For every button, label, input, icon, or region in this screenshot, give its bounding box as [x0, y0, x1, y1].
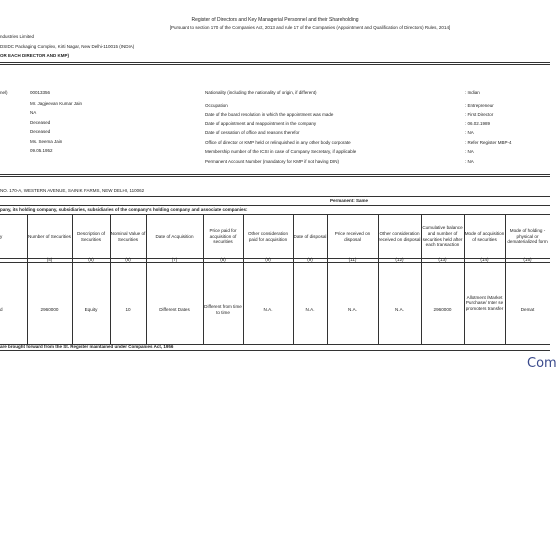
column-number: (8) [220, 257, 226, 263]
part-title: OR EACH DIRECTOR AND KMP) [0, 53, 70, 58]
divider [0, 64, 550, 65]
column-number: (15) [523, 257, 532, 263]
table-cell: Different Dates [159, 307, 190, 313]
column-number: (12) [395, 257, 404, 263]
field-value: : NA [465, 130, 474, 135]
field-value: : NA [465, 149, 474, 154]
column-header: Cumulative balance and number of securities held after each transaction [422, 225, 463, 248]
company-address: DSIDC Packaging Complex, Kirti Nagar, New Delhi-110015 (INDIA) [0, 44, 135, 49]
table-cell: 10 [125, 307, 131, 313]
name-value: Mr. Jagjeevan Kumar Jain [30, 101, 83, 106]
table-cell: 2960000 [40, 307, 59, 313]
divider [0, 62, 550, 63]
table-cell: N.A. [305, 307, 315, 313]
divider [0, 205, 550, 206]
permanent-address: Permanent: Same [330, 198, 369, 203]
column-number: (13) [438, 257, 447, 263]
residential-address: NO. 170-A, WESTERN AVENUE, SAINIK FARMS, NEW DELHI, 110062 [0, 188, 145, 193]
table-rule [0, 350, 550, 351]
field-label: Membership number of the ICSI in case of Company Secretary, if applicable [205, 149, 357, 154]
column-number: (11) [348, 257, 357, 263]
table-cell: Demat [520, 307, 535, 313]
column-number: (7) [171, 257, 178, 263]
register-subtitle: [Pursuant to section 170 of the Companies Act, 2013 and rule 17 of the Companies (Appointment and Qualification of Directors) Rules, 2014] [169, 25, 451, 30]
column-header: Other consideration received on disposal [378, 230, 421, 242]
column-header: Date of disposal [293, 233, 327, 239]
footer-note: are brought forward from the St. Register maintained under Companies Act, 1956 [0, 344, 174, 349]
column-number: (9) [307, 257, 313, 263]
table-cell: 2960000 [433, 307, 452, 313]
column-header: y [0, 233, 3, 239]
column-header: Date of Acquisition [155, 233, 194, 239]
divider [0, 196, 550, 197]
dob-value: 09.05.1952 [30, 148, 53, 153]
field-value: : First Director [465, 112, 494, 117]
spouse-value: Ms. Seema Jain [30, 139, 63, 144]
divider [0, 176, 550, 177]
table-cell: N.A. [263, 307, 273, 313]
field-label: Date of the board resolution in which the appointment was made [205, 112, 334, 117]
table-cell: Allotment /Market Purchase/ Inter se promoters transfer [465, 294, 504, 311]
field-value: : Refer Register MBP-4 [465, 140, 512, 145]
field-value: : Entrepreneur [465, 103, 494, 108]
column-header: Description of Securities [76, 230, 106, 242]
column-number: (9) [265, 257, 271, 263]
field-label: Office of director or KMP held or relinquished in any other body corporate [205, 140, 351, 145]
field-value: : NA [465, 159, 474, 164]
table-cell: Different from time to time [204, 304, 242, 315]
column-number: (5) [88, 257, 94, 263]
column-header: Number of Securities [28, 233, 71, 239]
field-label: Nationality (including the nationality of origin, if different) [205, 90, 317, 95]
handwritten-note: Com [527, 356, 557, 371]
column-header: Price paid for acquisition of securities [209, 228, 237, 245]
left-value: NA [30, 110, 37, 115]
field-label: Date of cessation of office and reasons therefor [205, 130, 300, 135]
field-label: Date of appointment and reappointment in the company [205, 121, 317, 126]
column-header: Other consideration paid for acquisition [247, 230, 289, 242]
field-label: Occupation [205, 103, 228, 108]
column-header: Price received on disposal [334, 230, 371, 242]
column-number: (6) [125, 257, 131, 263]
field-label: Permanent Account Number (mandatory for KMP if not having DIN) [205, 159, 339, 164]
holding-title: pany, its holding company, subsidiaries, subsidiaries of the company's holding company and associate companies: [0, 207, 248, 212]
table-cell: N.A. [348, 307, 357, 313]
column-header: Mode of acquisition of securities [464, 230, 505, 242]
table-cell: N.A. [395, 307, 404, 313]
column-header: Mode of holding - physical or dematerialized form [507, 228, 548, 245]
din-value: 00013356 [30, 90, 51, 95]
column-header: Nominal Value of Securities [110, 230, 146, 242]
divider [0, 214, 550, 215]
label-fragment: nel) [0, 90, 8, 95]
field-value: : Indian [465, 90, 480, 95]
field-value: : 06.02.1989 [465, 121, 491, 126]
table-cell: Equity [84, 307, 98, 313]
column-number: (4) [46, 257, 53, 263]
company-name: ndustries Limited [0, 34, 35, 39]
left-value: Deceased [30, 120, 51, 125]
divider [0, 174, 550, 175]
column-number: (14) [480, 257, 489, 263]
table-cell: d [0, 307, 3, 313]
left-value: Deceased [30, 129, 51, 134]
register-title: Register of Directors and Key Managerial Personnel and their Shareholding [191, 17, 359, 23]
